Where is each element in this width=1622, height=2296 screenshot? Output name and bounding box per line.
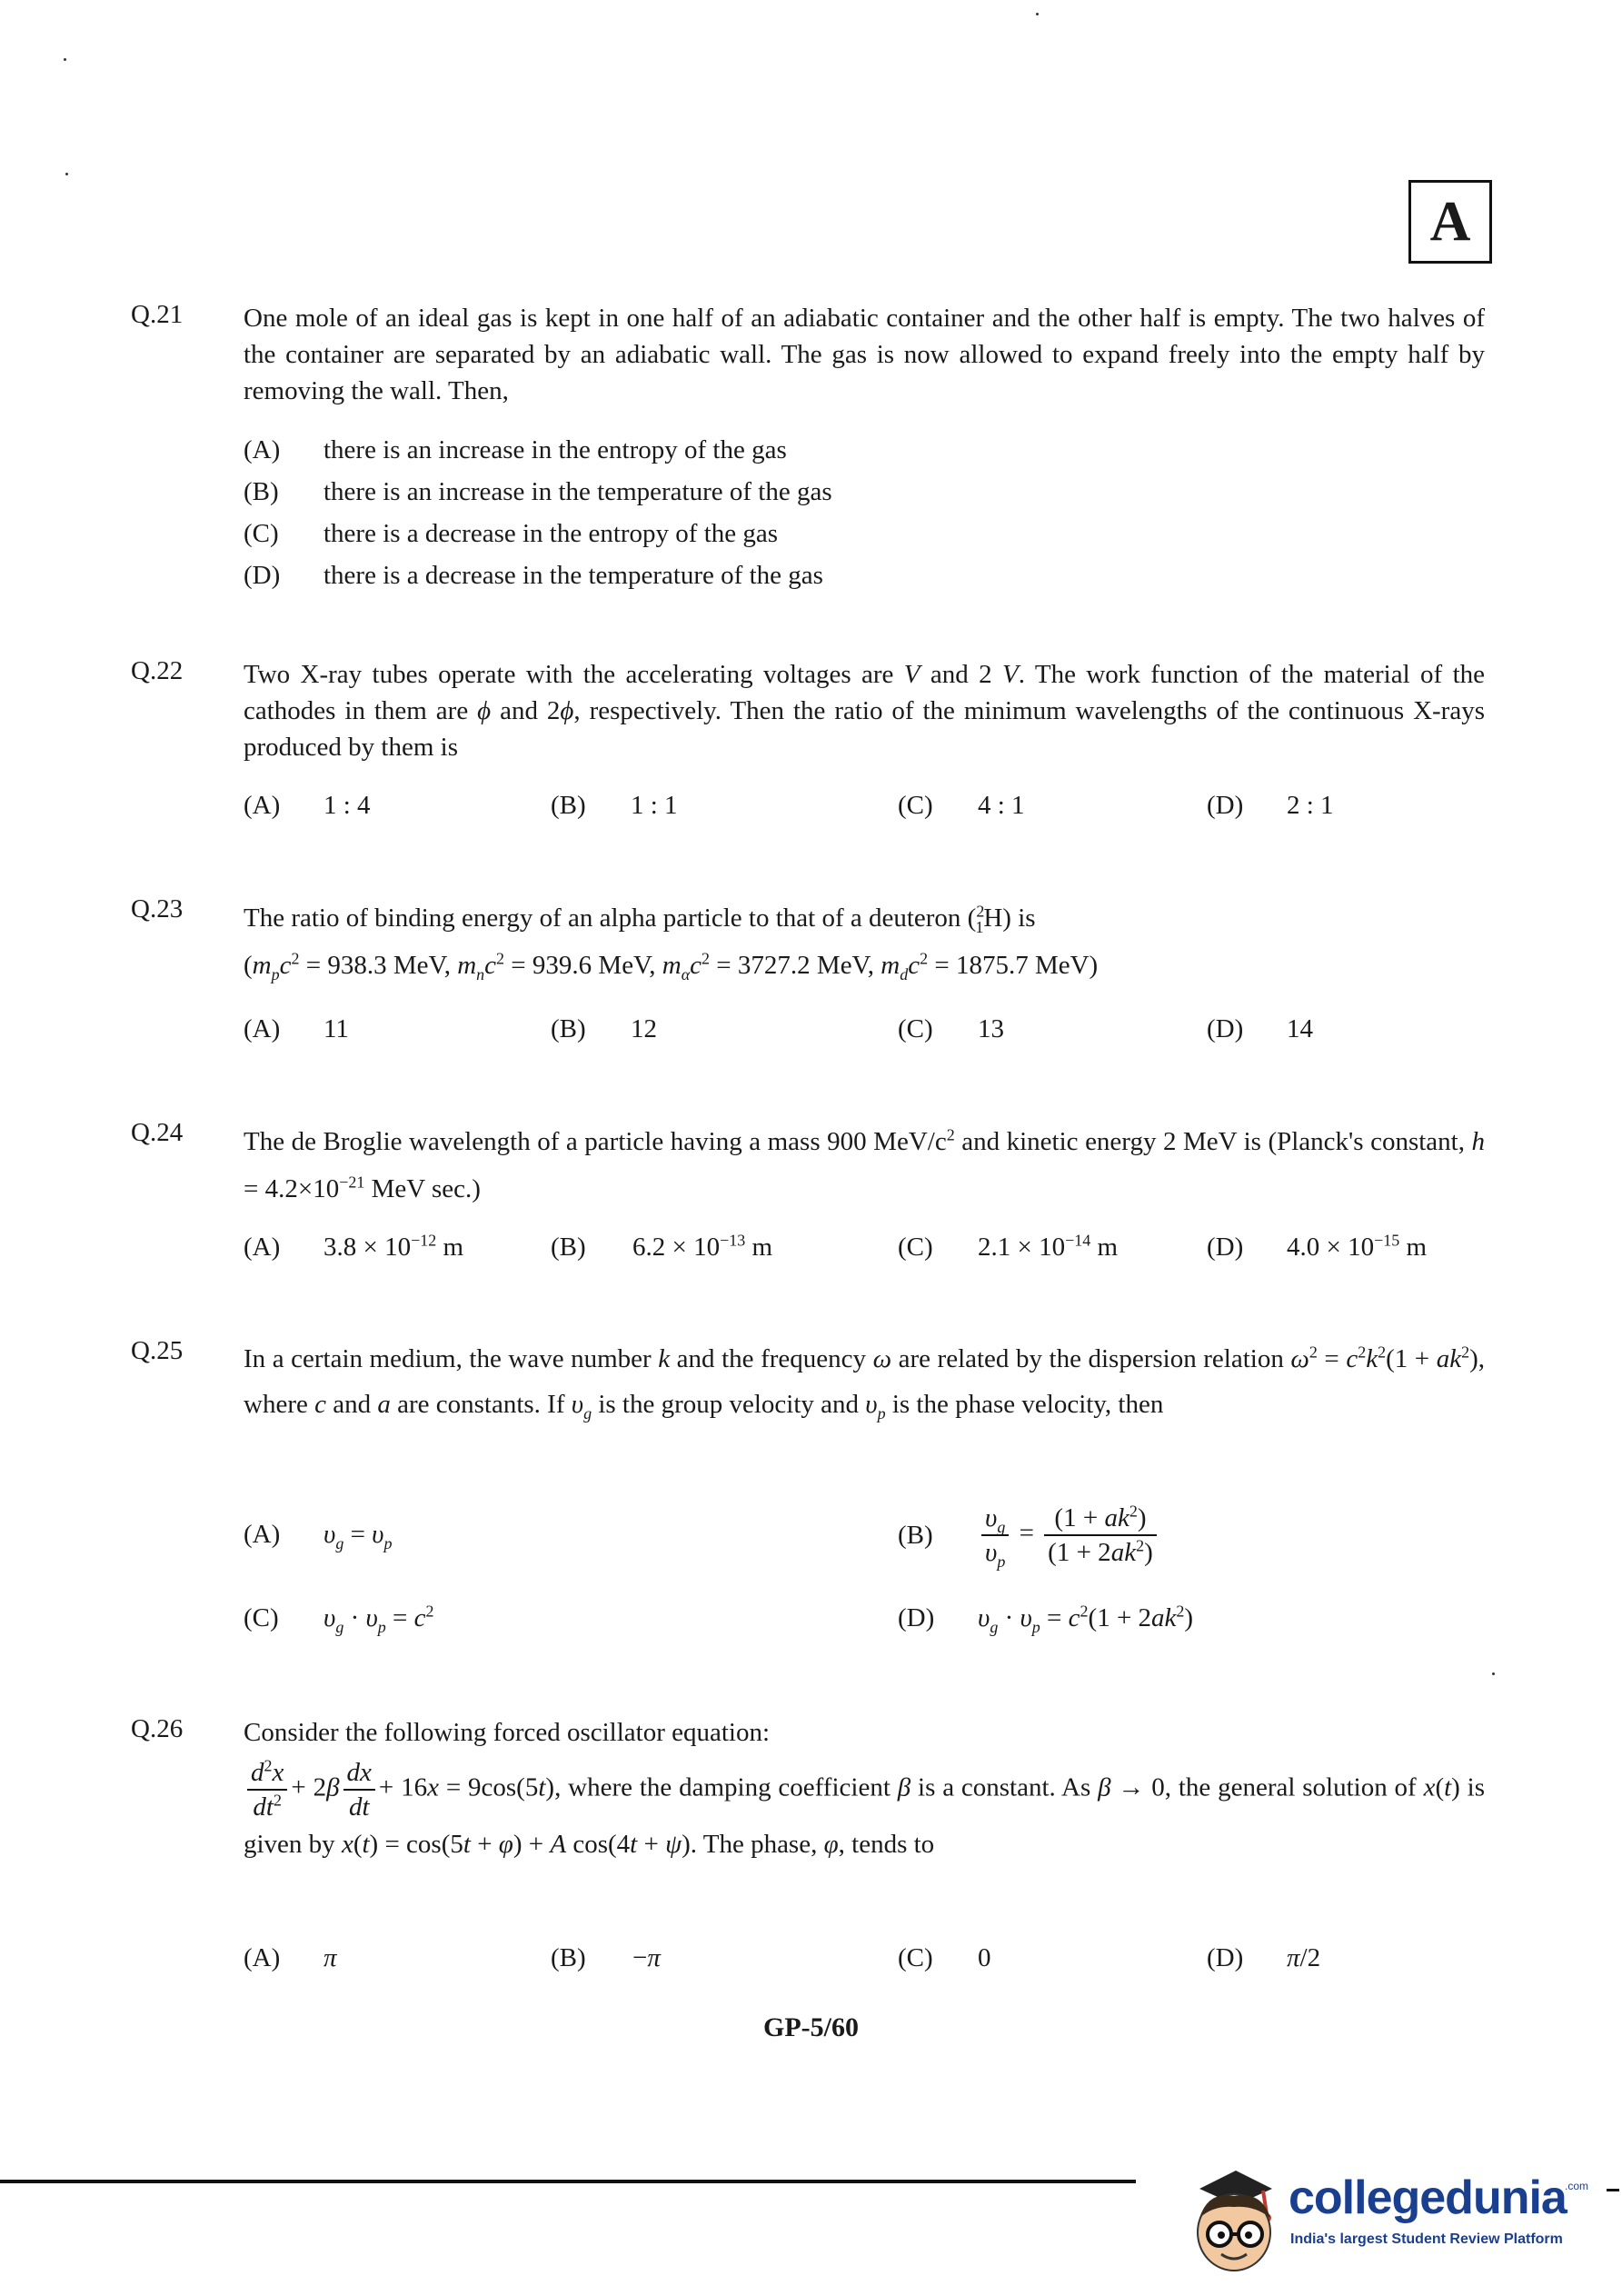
option-c: (C) there is a decrease in the entropy of the gas <box>244 519 779 548</box>
option-a: (A) there is an increase in the entropy of the gas <box>244 435 787 464</box>
question-number: Q.24 <box>131 1118 184 1147</box>
option-a: (A) 1 : 4 <box>244 791 371 820</box>
scan-speck <box>1036 13 1039 15</box>
brand-tld: .com <box>1565 2180 1589 2192</box>
edge-mark <box>1607 2189 1619 2191</box>
question-number: Q.25 <box>131 1336 184 1365</box>
option-d: (D) there is a decrease in the temperature of the gas <box>244 561 823 590</box>
option-a: (A) $3.8 \times 10^{-12}$ m <box>244 1231 464 1262</box>
option-b: (B) $6.2 \times 10^{-13}$ m <box>551 1231 773 1262</box>
scan-speck <box>64 58 66 61</box>
option-b: (B) −π <box>551 1943 661 1972</box>
option-a: (A) $\upsilon_g = \upsilon_p$ <box>244 1520 393 1552</box>
question-text: The de Broglie wavelength of a particle having a mass 900 MeV/$c^2$ and kinetic energy 2 MeV is (Planck's constant, $h = 4.2\times 10^{-21}$ MeV sec.) <box>244 1125 1485 1203</box>
option-a: (A) π <box>244 1943 337 1972</box>
scan-speck <box>65 173 68 175</box>
option-list <box>244 429 832 596</box>
option-d: (D) π/2 <box>1207 1943 1321 1972</box>
scan-speck <box>1492 1672 1495 1675</box>
question-number: Q.23 <box>131 894 184 923</box>
option-b: (B) 1 : 1 <box>551 791 678 820</box>
question-number: Q.21 <box>131 300 184 329</box>
page-code: GP-5/60 <box>763 2012 859 2042</box>
question-text: Two X-ray tubes operate with the accelerating voltages are V and 2 V. The work function of the material of the cathodes in them are ϕ and 2ϕ, respectively. Then the ratio of the minimum wavelengths of the continuous X-rays produced by them is <box>244 660 1485 762</box>
option-c: (C) 13 <box>898 1014 1004 1043</box>
option-d: (D) 14 <box>1207 1014 1313 1043</box>
option-a: (A) 11 <box>244 1014 349 1043</box>
option-d: (D) 2 : 1 <box>1207 791 1334 820</box>
option-c: (C) 0 <box>898 1943 991 1972</box>
option-d: (D) $4.0 \times 10^{-15}$ m <box>1207 1231 1428 1262</box>
option-b: (B) 12 <box>551 1014 657 1043</box>
option-d: (D) $\upsilon_g \cdot \upsilon_p = c^2(1 + 2ak^2)$ <box>898 1602 1194 1636</box>
question-text: The ratio of binding energy of an alpha particle to that of a deuteron ($^2_1$H) is ($m_pc^2 = 938.3$ MeV, $m_nc^2 = 939.6$ MeV, $m_\alpha c^2 = 3727.2$ MeV, $m_dc^2 = 1875.7$ MeV) <box>244 902 1099 983</box>
question-text: One mole of an ideal gas is kept in one half of an adiabatic container and the other half is empty. The two halves of the container are separated by an adiabatic wall. The gas is now allowed to expand freely into the empty half by removing the wall. Then, <box>244 304 1485 405</box>
option-c: (C) 4 : 1 <box>898 791 1025 820</box>
question-intro: Consider the following forced oscillator equation: <box>244 1718 771 1747</box>
option-b: (B) there is an increase in the temperature of the gas <box>244 477 832 506</box>
brand-name: collegedunia <box>1289 2171 1567 2224</box>
question-text: In a certain medium, the wave number k and the frequency ω are related by the dispersion relation $\omega^2 = c^2k^2(1 + ak^2)$, where c and a are constants. If $\upsilon_g$ is the group velocity and $\upsilon_p$ is the phase velocity, then <box>244 1343 1485 1423</box>
question-text: $\frac{d^2x}{dt^2}$ + 2β $\frac{dx}{dt}$ + 16x = 9cos(5t), where the damping coefficient β is a constant. As β → 0, the general solution of x(t) is given by x(t) = cos(5t + φ) + A cos(4t + ψ). The phase, φ, tends to <box>244 1756 1486 1859</box>
footer-divider <box>0 2180 1136 2183</box>
question-number: Q.22 <box>131 656 184 685</box>
brand-tagline: India's largest Student Review Platform <box>1290 2231 1563 2247</box>
option-c: (C) $\upsilon_g \cdot \upsilon_p = c^2$ <box>244 1602 434 1636</box>
question-set-label: A <box>1408 180 1492 264</box>
question-number: Q.26 <box>131 1714 184 1743</box>
option-c: (C) $2.1 \times 10^{-14}$ m <box>898 1231 1119 1262</box>
option-b: (B) $\frac{\upsilon_g}{\upsilon_p}$ = $\frac{(1 + ak^2)}{(1 + 2ak^2)}$ <box>898 1502 1160 1569</box>
mascot-logo-icon <box>1181 2154 1289 2281</box>
